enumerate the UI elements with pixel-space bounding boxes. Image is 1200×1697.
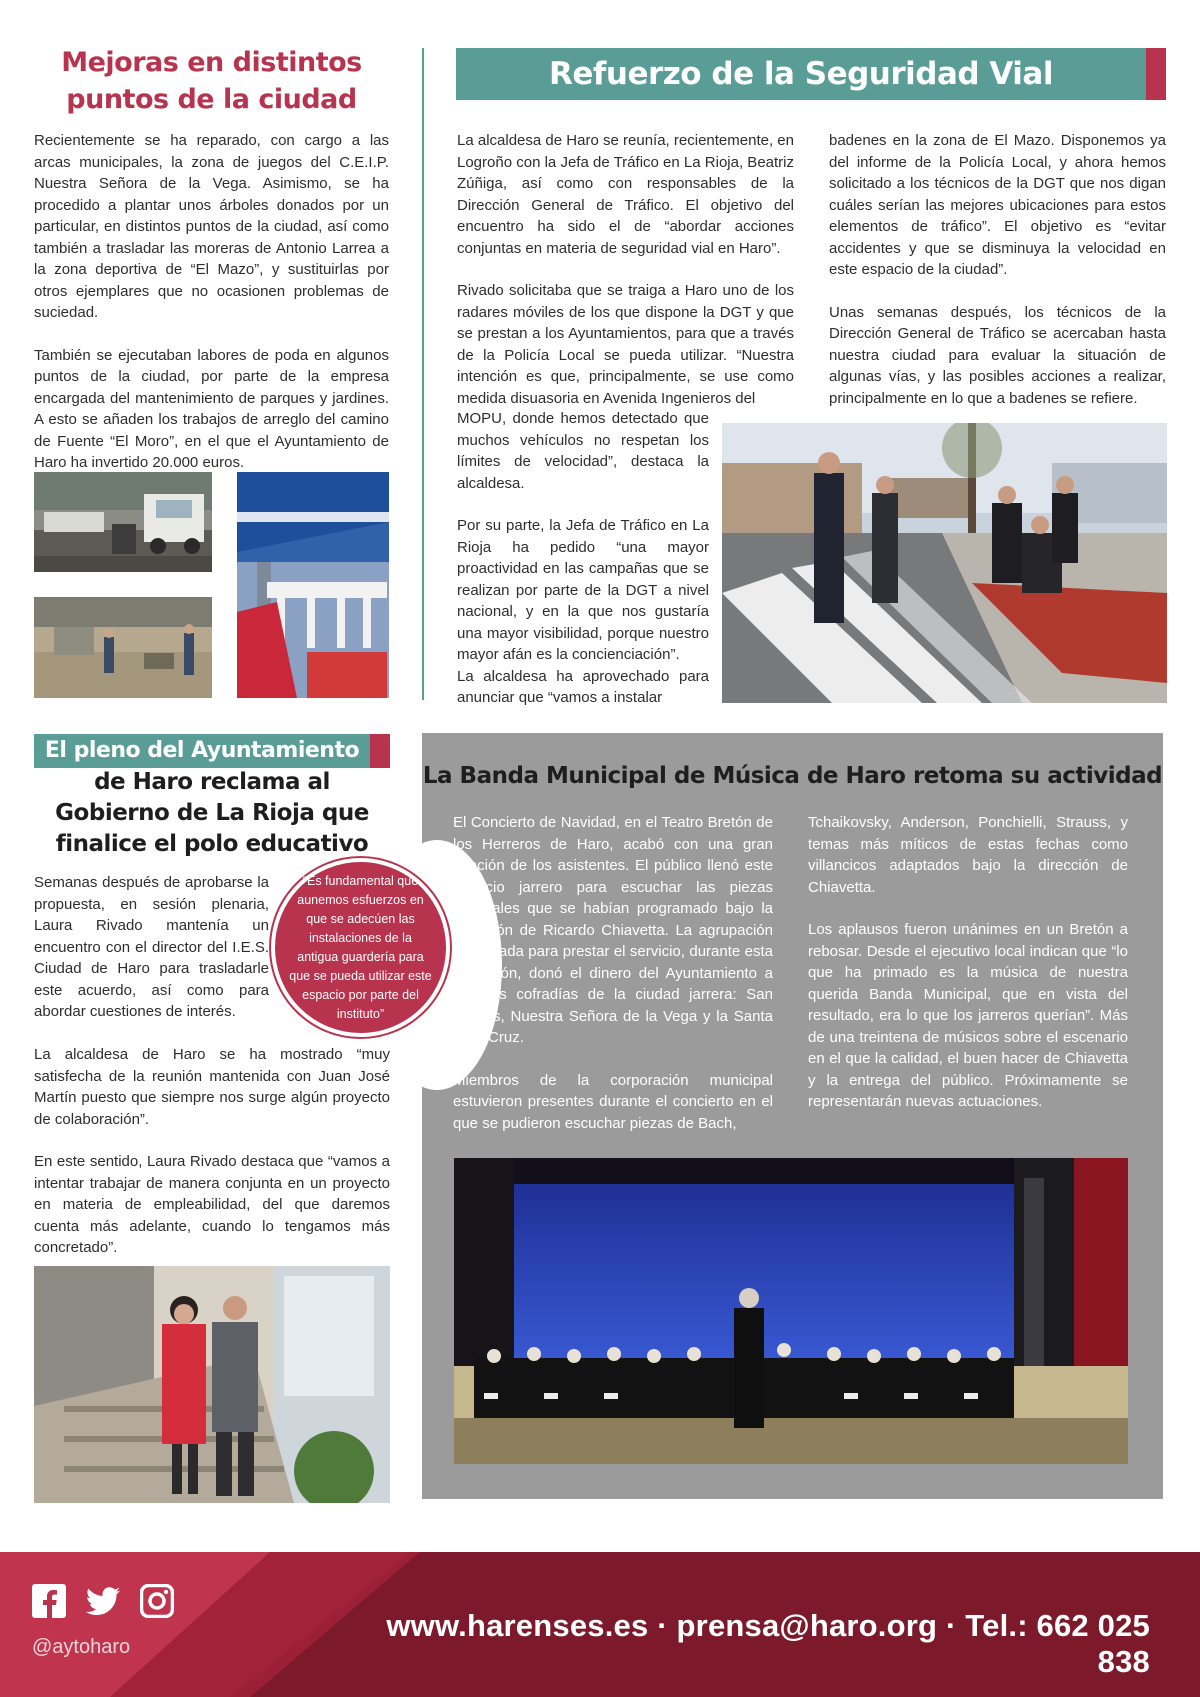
twitter-icon[interactable] xyxy=(86,1584,120,1618)
banda-paragraph: Miembros de la corporación municipal estuvieron presentes durante el concierto en el que se pudieron escuchar piezas de Bach, xyxy=(453,1071,773,1132)
vial-paragraph: La alcaldesa de Haro se reunía, recientemente, en Logroño con la Jefa de Tráfico en La Rioja, Beatriz Zúñiga, así como con responsables de la Dirección General de Tráfico. El objetivo del encuentro ha sido el de “abordar acciones conjuntas en materia de seguridad vial en Haro”. xyxy=(457,132,794,257)
playground-photo xyxy=(237,472,389,698)
vial-paragraph: Por su parte, la Jefa de Tráfico en La Rioja ha pedido “una mayor proactividad en las campañas que se realizan por parte de la DGT a nivel nacional, y en la que nos gustaría una mayor visibilidad, porque nuestro mayor afán es la concienciación”. La alcaldesa ha aprovechado para anunciar que “vamos a instalar xyxy=(457,517,709,706)
pleno-paragraph: En este sentido, Laura Rivado destaca que “vamos a intentar trabajar de manera conjunta en un proyecto en materia de empleabilidad, del que daremos cuenta más adelante, cuando lo tengamos más concretado”. xyxy=(34,1153,390,1256)
social-handle[interactable]: @aytoharo xyxy=(32,1636,131,1658)
banda-column-2 xyxy=(808,812,1128,1134)
crosswalk-inspection-photo xyxy=(722,423,1167,703)
vial-paragraph: badenes en la zona de El Mazo. Disponemos ya del informe de la Policía Local, y ahora hemos solicitado a los técnicos de la DGT que nos digan cuáles serían las mejores ubicaciones para estos elementos de tráfico”. El objetivo es “evitar accidentes y que se disminuya la velocidad en este espacio de la ciudad”. xyxy=(829,132,1166,278)
mejoras-paragraph: También se ejecutaban labores de poda en algunos puntos de la ciudad, por parte de la empresa encargada del mantenimiento de parques y jardines. A esto se añaden los trabajos de arreglo del camino de Fuente “El Moro”, en el que el Ayuntamiento de Haro ha invertido 20.000 euros. xyxy=(34,346,389,471)
tree-planting-photo xyxy=(34,597,212,698)
pleno-quote-text: “Es fundamental que aunemos esfuerzos en que se adecúen las instalaciones de la antigua guardería para que se pueda utilizar este espacio por parte del instituto” xyxy=(289,873,432,1021)
pleno-quote-badge xyxy=(271,858,450,1037)
mejoras-body xyxy=(34,130,389,495)
vial-column-2 xyxy=(829,130,1166,430)
vial-column-1 xyxy=(457,130,794,430)
facebook-icon[interactable] xyxy=(32,1584,66,1618)
pleno-title-accent xyxy=(370,734,390,768)
pleno-title-line-1: El pleno del Ayuntamiento xyxy=(44,738,360,763)
pleno-body xyxy=(34,1044,390,1280)
mejoras-paragraph: Recientemente se ha reparado, con cargo a las arcas municipales, la zona de juegos del C.E.I.P. Nuestra Señora de la Vega. Asimismo, se ha procedido a plantar unos árboles donados por un particular, en distintos puntos de la ciudad, así como también a trasladar las moreras de Antonio Larrea a la zona deportiva de “El Mazo”, y sustituirlas por otros ejemplares que no ocasionen problemas de suciedad. xyxy=(34,132,389,321)
instagram-icon[interactable] xyxy=(140,1584,174,1618)
pleno-paragraph: La alcaldesa de Haro se ha mostrado “muy satisfecha de la reunión mantenida con Juan José Martín puesto que siempre nos surge algún proyecto de colaboración”. xyxy=(34,1046,390,1128)
vial-paragraph: MOPU, donde hemos detectado que muchos vehículos no respetan los límites de velocidad”, destaca la alcaldesa. xyxy=(457,410,709,492)
concert-band-photo xyxy=(454,1158,1128,1464)
banda-paragraph: Tchaikovsky, Anderson, Ponchielli, Strauss, y temas más míticos de estas fechas como villancicos adaptados bajo la dirección de Chiavetta. xyxy=(808,814,1128,896)
vial-title: Refuerzo de la Seguridad Vial xyxy=(549,56,1053,92)
footer-social-icons xyxy=(32,1584,174,1618)
vial-paragraph: Unas semanas después, los técnicos de la Dirección General de Tráfico se acercaban hasta nuestra ciudad para evaluar la situación de algunas vías, y las posibles acciones a realizar, principalmente en lo que a badenes se refiere. xyxy=(829,303,1166,407)
mejoras-title: Mejoras en distintos puntos de la ciudad xyxy=(61,47,362,115)
banda-paragraph: Los aplausos fueron unánimes en un Bretón a rebosar. Desde el ejecutivo local indican que “lo que ha primado es la música de nuestra querida Banda Municipal, que en vista del resultado, era lo que los jarreros querían”. Más de una treintena de músicos sobre el escenario en el que la calidad, el buen hacer de Chiavetta y la entrega del público. Próximamente se representarán nuevas actuaciones. xyxy=(808,921,1128,1110)
vial-title-accent xyxy=(1146,48,1166,100)
meeting-photo xyxy=(34,1266,390,1503)
truck-repair-photo xyxy=(34,472,212,572)
vial-column-1-continued xyxy=(457,408,709,730)
banda-column-1 xyxy=(453,812,773,1155)
pleno-title-rest: de Haro reclama al Gobierno de La Rioja que finalice el polo educativo xyxy=(55,769,369,857)
banda-paragraph: El Concierto de Navidad, en el Teatro Bretón de los Herreros de Haro, acabó con una gran ovación de los asistentes. El público llenó este espacio jarrero para escuchar las piezas musicales que se habían programado bajo la dirección de Ricardo Chiavetta. La agrupación contratada para prestar el servicio, durante esta actuación, donó el dinero del Ayuntamiento a las tres cofradías de la ciudad jarrera: San Felices, Nuestra Señora de la Vega y la Santa Vera Cruz. xyxy=(453,814,773,1046)
banda-title: La Banda Municipal de Música de Haro retoma su actividad xyxy=(422,763,1163,789)
contact-line[interactable]: www.harenses.es · prensa@haro.org · Tel.: 662 025 838 xyxy=(386,1608,1150,1679)
pleno-body-intro xyxy=(34,872,269,1023)
column-divider xyxy=(422,48,424,700)
vial-paragraph: Rivado solicitaba que se traiga a Haro uno de los radares móviles de los que dispone la DGT y que se prestan a los Ayuntamientos, para que a través de la Policía Local se pueda utilizar. “Nuestra intención es que, principalmente, se use como medida disuasoria en Avenida Ingenieros del xyxy=(457,282,794,407)
pleno-paragraph: Semanas después de aprobarse la propuesta, en sesión plenaria, Laura Rivado mantenía un encuentro con el director del I.E.S. Ciudad de Haro para trasladarle este acuerdo, así como para abordar cuestiones de interés. xyxy=(34,874,269,1020)
